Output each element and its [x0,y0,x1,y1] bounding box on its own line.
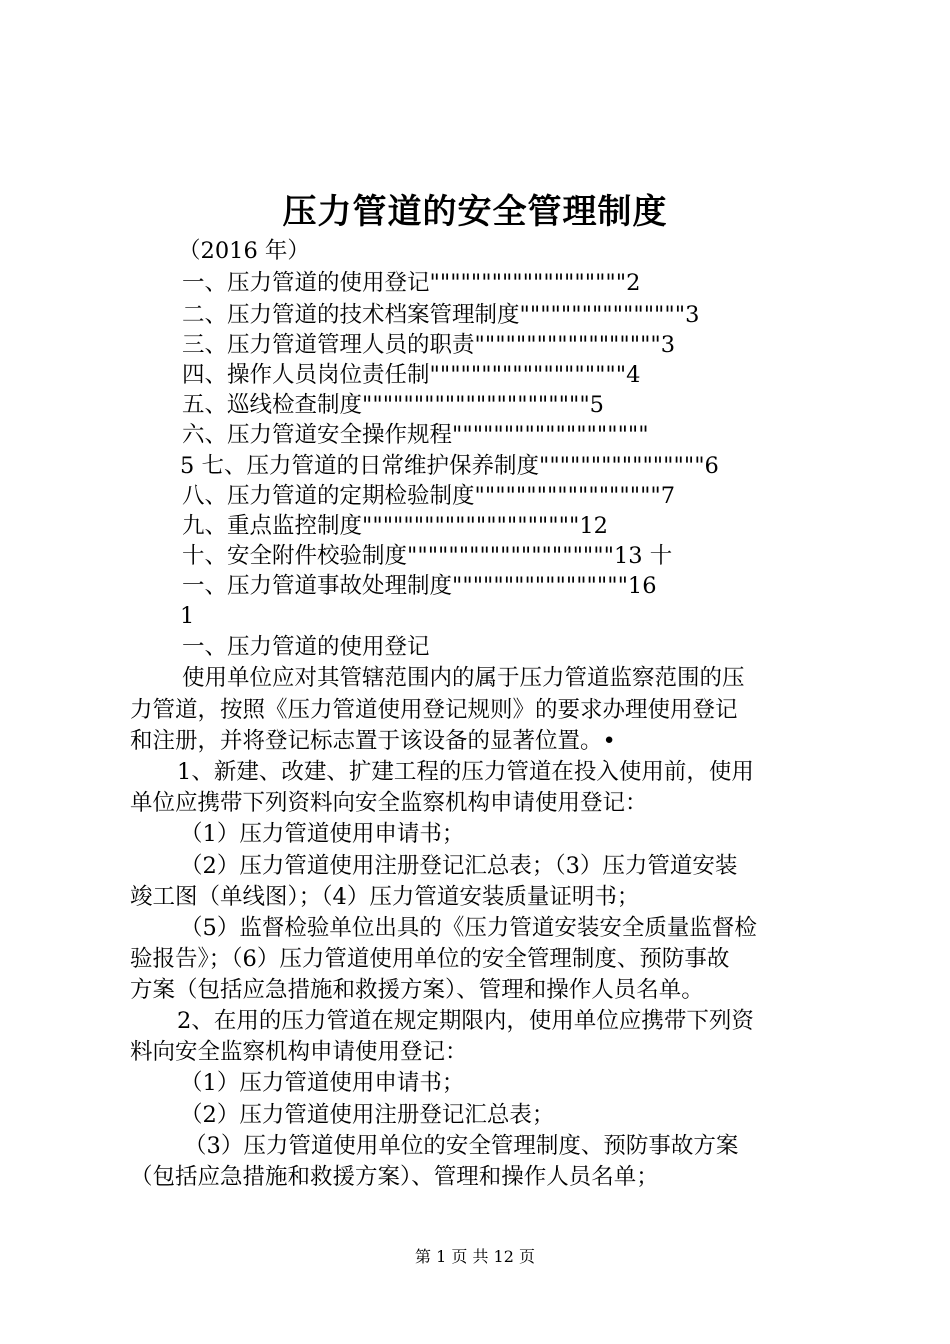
year-line: （2016 年） [178,238,310,264]
toc-item: 一、压力管道事故处理制度"""""""""""""""""16 [182,573,657,599]
page-footer: 第 1 页 共 12 页 [415,1247,535,1266]
list-item: （包括应急措施和救援方案）、管理和操作人员名单； [130,1164,659,1190]
toc-item: 五、巡线检查制度""""""""""""""""""""""5 [182,392,604,418]
toc-item: 三、压力管道管理人员的职责""""""""""""""""""3 [182,332,676,358]
list-item: （1）压力管道使用申请书； [180,1070,465,1096]
toc-item: 一、压力管道的使用登记"""""""""""""""""""2 [182,270,641,296]
paragraph-line: 1、新建、改建、扩建工程的压力管道在投入使用前，使用 [177,759,754,785]
paragraph-line: 料向安全监察机构申请使用登记： [130,1039,468,1065]
section-heading: 一、压力管道的使用登记 [182,634,430,660]
toc-item: 十、安全附件校验制度""""""""""""""""""""13 十 [182,543,673,569]
list-item: （2）压力管道使用注册登记汇总表；（3）压力管道安装 [180,853,738,879]
toc-item: 四、操作人员岗位责任制"""""""""""""""""""4 [182,362,641,388]
list-item: 验报告》；（6）压力管道使用单位的安全管理制度、预防事故 [130,946,730,972]
document-title: 压力管道的安全管理制度 [282,192,668,232]
paragraph-line: 力管道，按照《压力管道使用登记规则》的要求办理使用登记 [130,697,738,723]
paragraph-line: 单位应携带下列资料向安全监察机构申请使用登记： [130,790,648,816]
list-item: （5）监督检验单位出具的《压力管道安装安全质量监督检 [180,915,757,941]
list-item: 方案（包括应急措施和救援方案）、管理和操作人员名单。 [130,977,704,1003]
toc-item: 六、压力管道安全操作规程""""""""""""""""""" [182,422,649,448]
toc-item: 九、重点监控制度"""""""""""""""""""""12 [182,513,608,539]
paragraph-line: 2、在用的压力管道在规定期限内，使用单位应携带下列资 [177,1008,754,1034]
list-item: 竣工图（单线图）；（4）压力管道安装质量证明书； [130,884,640,910]
list-item: （2）压力管道使用注册登记汇总表； [180,1102,555,1128]
paragraph-line: 使用单位应对其管辖范围内的属于压力管道监察范围的压 [182,665,745,691]
list-item: （3）压力管道使用单位的安全管理制度、预防事故方案 [184,1133,739,1159]
page-marker: 1 [180,603,195,629]
paragraph-line: 和注册，并将登记标志置于该设备的显著位置。• [130,728,616,754]
list-item: （1）压力管道使用申请书； [180,821,465,847]
toc-item: 5 七、压力管道的日常维护保养制度""""""""""""""""6 [180,453,719,479]
toc-item: 二、压力管道的技术档案管理制度""""""""""""""""3 [182,302,700,328]
toc-item: 八、压力管道的定期检验制度""""""""""""""""""7 [182,483,676,509]
